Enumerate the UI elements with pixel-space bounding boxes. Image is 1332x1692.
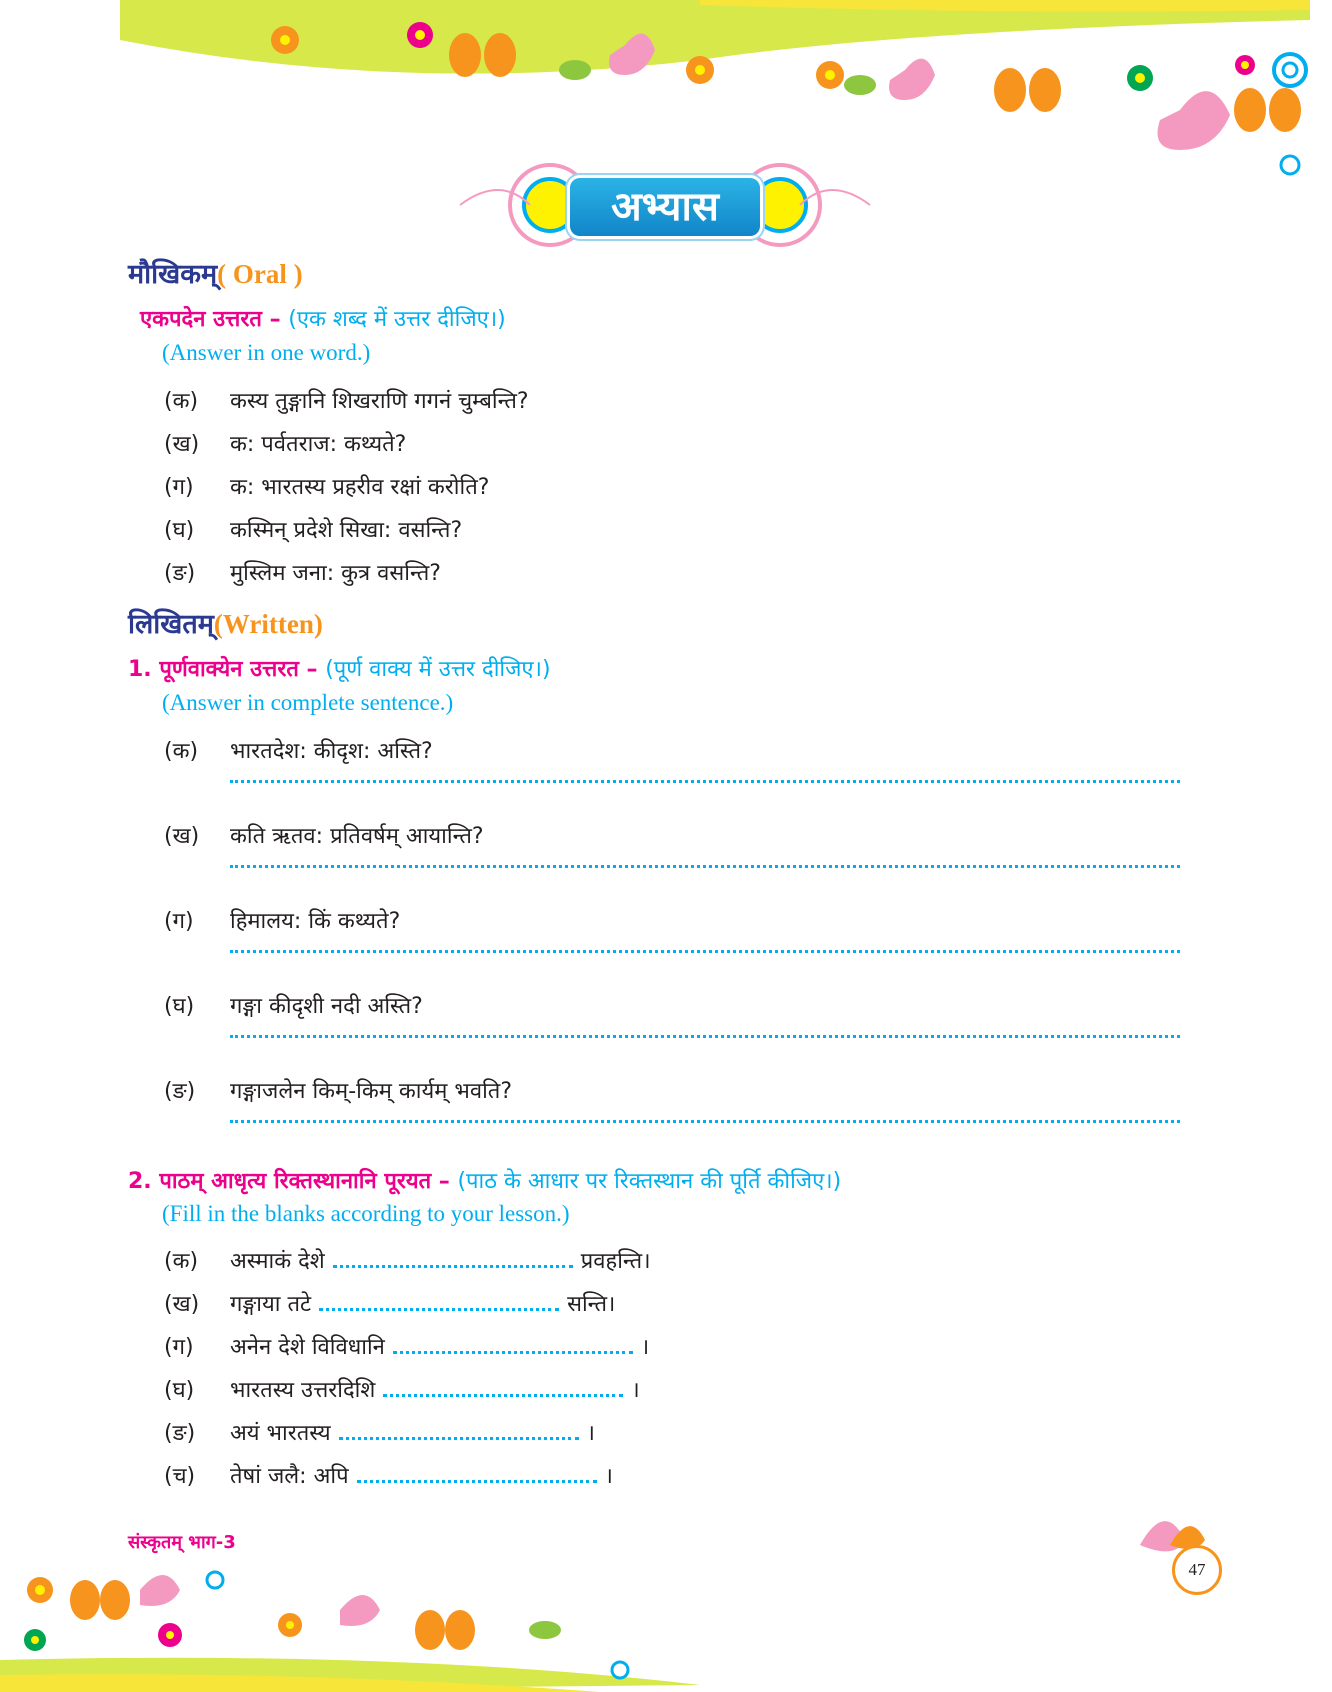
question-text: मुस्लिम जना: कुत्र वसन्ति? — [230, 561, 441, 586]
written-heading — [128, 604, 323, 641]
answer-line[interactable] — [230, 865, 1180, 868]
heart-icon — [140, 1575, 180, 1606]
oral-instruction-en: (Answer in one word.) — [162, 340, 371, 365]
oral-question — [164, 428, 406, 458]
blank-text-before: गङ्गाया तटे — [230, 1292, 312, 1317]
heart-icon — [340, 1595, 380, 1626]
q1-instruction-hi: (पूर्ण वाक्य में उत्तर दीजिए।) — [325, 657, 551, 682]
flower-icon — [24, 1629, 46, 1651]
oral-heading — [128, 254, 303, 291]
blank-text-before: अनेन देशे विविधानि — [230, 1335, 385, 1360]
q1-instruction — [128, 653, 551, 683]
answer-line[interactable] — [230, 950, 1180, 953]
question-label: (च) — [164, 1464, 196, 1489]
question-label: (ख) — [164, 432, 200, 457]
oral-question — [164, 557, 441, 587]
question-text: कस्य तुङ्गानि शिखराणि गगनं चुम्बन्ति? — [230, 389, 529, 414]
blank-text-before: तेषां जलै: अपि — [230, 1464, 349, 1489]
heart-icon — [1158, 91, 1231, 150]
leaf-icon — [529, 1621, 561, 1639]
blank-text-after: । — [604, 1464, 613, 1489]
blank-item — [164, 1460, 613, 1490]
blank-item — [164, 1288, 615, 1318]
question-text: कस्मिन् प्रदेशे सिखा: वसन्ति? — [230, 518, 463, 543]
question-text: भारतदेश: कीदृश: अस्ति? — [230, 739, 433, 764]
answer-line[interactable] — [230, 1120, 1180, 1123]
title-banner — [440, 150, 890, 260]
question-label: (ग) — [164, 1335, 194, 1360]
oral-question — [164, 471, 489, 501]
fill-blank[interactable] — [319, 1290, 559, 1311]
q2-instruction-hi: (पाठ के आधार पर रिक्तस्थान की पूर्ति कीजिए।) — [457, 1169, 842, 1194]
butterfly-icon — [70, 1580, 130, 1620]
written-heading-hi: लिखितम् — [128, 609, 214, 640]
blank-item — [164, 1417, 595, 1447]
written-question — [164, 820, 484, 850]
question-label: (क) — [164, 1249, 199, 1274]
question-label: (ङ) — [164, 561, 196, 586]
flower-icon — [407, 22, 433, 48]
leaf-icon — [844, 75, 876, 95]
question-label: (घ) — [164, 518, 195, 543]
question-label: (ख) — [164, 824, 200, 849]
page-title: अभ्यास — [570, 178, 760, 236]
oral-instruction-sa: एकपदेन उत्तरत – — [140, 307, 281, 332]
written-question — [164, 990, 423, 1020]
swirl-icon — [1281, 156, 1299, 174]
question-text: हिमालय: किं कथ्यते? — [230, 909, 401, 934]
blank-item — [164, 1331, 649, 1361]
fill-blank[interactable] — [339, 1419, 579, 1440]
flower-icon — [278, 1613, 302, 1637]
question-text: गङ्गा कीदृशी नदी अस्ति? — [230, 994, 423, 1019]
blank-text-after: । — [586, 1421, 595, 1446]
question-text: क: भारतस्य प्रहरीव रक्षां करोति? — [230, 475, 490, 500]
fill-blank[interactable] — [393, 1333, 633, 1354]
swirl-icon — [207, 1572, 223, 1588]
q1-instruction-sa: पूर्णवाक्येन उत्तरत – — [159, 657, 318, 682]
oral-instruction — [140, 303, 506, 333]
written-question — [164, 905, 400, 935]
written-question — [164, 1075, 512, 1105]
question-label: (घ) — [164, 1378, 195, 1403]
answer-line[interactable] — [230, 780, 1180, 783]
question-label: (ख) — [164, 1292, 200, 1317]
question-label: (ङ) — [164, 1079, 196, 1104]
question-label: (ग) — [164, 475, 194, 500]
q1-number: 1. — [128, 657, 152, 682]
fill-blank[interactable] — [383, 1376, 623, 1397]
flower-icon — [1127, 65, 1153, 91]
oral-question — [164, 385, 529, 415]
q2-number: 2. — [128, 1169, 152, 1194]
fill-blank[interactable] — [333, 1247, 573, 1268]
flower-icon — [816, 61, 844, 89]
swirl-icon — [1274, 54, 1306, 86]
written-question — [164, 735, 433, 765]
leaf-icon — [559, 60, 591, 80]
bottom-decorative-border — [0, 1560, 1332, 1692]
question-label: (क) — [164, 389, 199, 414]
oral-question — [164, 514, 462, 544]
blank-text-after: सन्ति। — [567, 1292, 616, 1317]
question-label: (घ) — [164, 994, 195, 1019]
q1-instruction-en: (Answer in complete sentence.) — [162, 690, 454, 715]
flower-icon — [158, 1623, 182, 1647]
question-label: (ग) — [164, 909, 194, 934]
question-label: (ङ) — [164, 1421, 196, 1446]
blank-item — [164, 1245, 651, 1275]
blank-text-before: भारतस्य उत्तरदिशि — [230, 1378, 376, 1403]
flower-icon — [1235, 55, 1255, 75]
answer-line[interactable] — [230, 1035, 1180, 1038]
question-label: (क) — [164, 739, 199, 764]
written-heading-en: (Written) — [213, 609, 323, 639]
blank-item — [164, 1374, 640, 1404]
question-text: गङ्गाजलेन किम्-किम् कार्यम् भवति? — [230, 1079, 513, 1104]
butterfly-icon — [415, 1610, 475, 1650]
flower-icon — [271, 26, 299, 54]
blank-text-after: प्रवहन्ति। — [580, 1249, 651, 1274]
q2-instruction-sa: पाठम् आधृत्य रिक्तस्थानानि पूरयत – — [159, 1169, 450, 1194]
book-title: संस्कृतम् भाग-3 — [128, 1532, 236, 1553]
q2-instruction — [128, 1165, 841, 1195]
blank-text-before: अस्माकं देशे — [230, 1249, 325, 1274]
heart-icon — [889, 59, 935, 100]
flower-icon — [27, 1577, 53, 1603]
q2-instruction-en: (Fill in the blanks according to your lesson.) — [162, 1201, 570, 1226]
butterfly-icon — [1234, 88, 1301, 132]
question-text: क: पर्वतराज: कथ्यते? — [230, 432, 407, 457]
page-number: 47 — [1172, 1545, 1222, 1595]
butterfly-icon — [994, 68, 1061, 112]
blank-text-after: । — [640, 1335, 650, 1360]
blank-text-after: । — [631, 1378, 640, 1403]
question-text: कति ऋतव: प्रतिवर्षम् आयान्ति? — [230, 824, 484, 849]
oral-heading-hi: मौखिकम् — [128, 259, 218, 290]
swirl-icon — [612, 1662, 628, 1678]
oral-heading-en: ( Oral ) — [217, 259, 303, 289]
fill-blank[interactable] — [357, 1462, 597, 1483]
oral-instruction-hi: (एक शब्द में उत्तर दीजिए।) — [288, 307, 506, 332]
blank-text-before: अयं भारतस्य — [230, 1421, 331, 1446]
flower-icon — [686, 56, 714, 84]
